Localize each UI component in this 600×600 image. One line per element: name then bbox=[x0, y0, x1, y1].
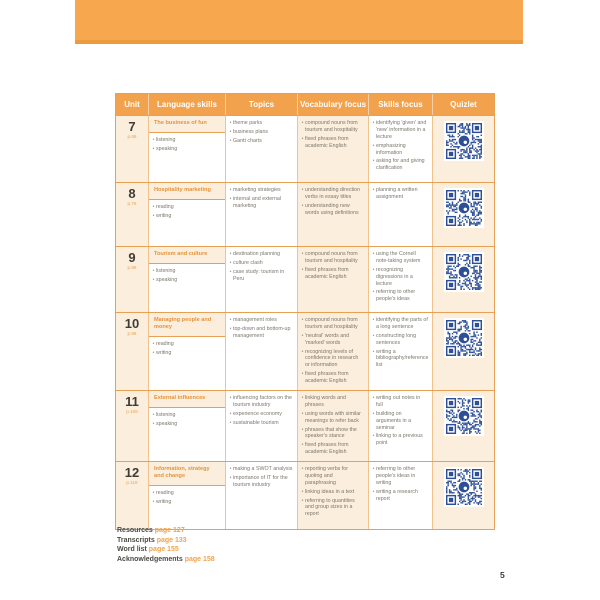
list-item bbox=[228, 466, 295, 473]
topics-list bbox=[228, 317, 295, 340]
footer-link-label: Resources bbox=[117, 527, 153, 534]
list-item-text: listening bbox=[156, 411, 176, 418]
unit-title: External influences bbox=[149, 391, 225, 408]
list-item bbox=[300, 333, 366, 347]
column-header-topics: Topics bbox=[226, 94, 298, 115]
list-item bbox=[228, 317, 295, 324]
footer-link[interactable] bbox=[117, 526, 215, 536]
list-item bbox=[228, 411, 295, 418]
unit-cell bbox=[116, 391, 149, 461]
list-item bbox=[371, 411, 430, 432]
list-item-text: 'neutral' words and 'marked' words bbox=[305, 332, 350, 346]
bullet-icon: • bbox=[372, 466, 375, 472]
list-item bbox=[371, 143, 430, 157]
list-item-text: understanding new words using definitions bbox=[305, 202, 359, 216]
unit-number: 8 bbox=[128, 186, 136, 201]
list-item-text: case study: tourism in Peru bbox=[233, 268, 285, 282]
quizlet-cell bbox=[433, 462, 494, 529]
list-item bbox=[228, 475, 295, 489]
bullet-icon: • bbox=[229, 137, 232, 144]
list-item bbox=[228, 129, 295, 136]
bullet-icon: • bbox=[229, 419, 232, 426]
list-item bbox=[371, 333, 430, 347]
list-item-text: listening bbox=[156, 267, 176, 274]
bullet-icon: • bbox=[372, 289, 375, 296]
bullet-icon: • bbox=[372, 158, 375, 165]
topics-cell bbox=[226, 391, 298, 461]
vocabulary-list bbox=[300, 466, 366, 518]
bullet-icon: • bbox=[229, 259, 232, 266]
list-item-text: fixed phrases from academic English bbox=[305, 371, 349, 384]
bullet-icon: • bbox=[372, 251, 375, 257]
list-item bbox=[300, 120, 366, 134]
list-item-text: management roles bbox=[233, 317, 277, 323]
bullet-icon: • bbox=[301, 202, 304, 209]
list-item-text: compound nouns from tourism and hospitality bbox=[305, 120, 358, 133]
bullet-icon: • bbox=[372, 187, 375, 193]
list-item-text: writing a research report bbox=[376, 488, 418, 502]
unit-cell bbox=[116, 462, 149, 529]
bullet-icon: • bbox=[152, 212, 155, 219]
bullet-icon: • bbox=[152, 411, 155, 418]
list-item bbox=[371, 187, 430, 201]
footer-link-page: page 158 bbox=[184, 555, 215, 563]
list-item-text: using the Cornell note-taking system bbox=[376, 251, 421, 264]
footer-link-label: Transcripts bbox=[117, 536, 155, 544]
list-item-text: experience economy bbox=[233, 410, 282, 417]
language-skills-cell bbox=[149, 247, 226, 312]
unit-title: Hospitality marketing bbox=[149, 183, 225, 200]
list-item-text: planning a written assignment bbox=[376, 187, 418, 200]
list-item bbox=[228, 326, 295, 340]
language-skills-list bbox=[149, 408, 225, 430]
bullet-icon: • bbox=[152, 420, 155, 427]
list-item bbox=[371, 289, 430, 303]
qr-code-icon[interactable] bbox=[444, 396, 484, 436]
list-item-text: compound nouns from tourism and hospitality bbox=[305, 317, 358, 330]
bullet-icon: • bbox=[229, 120, 232, 126]
bullet-icon: • bbox=[229, 128, 232, 135]
language-skills-list bbox=[149, 337, 225, 359]
bullet-icon: • bbox=[301, 466, 304, 472]
list-item bbox=[300, 371, 366, 385]
list-item bbox=[228, 269, 295, 283]
contents-table bbox=[115, 93, 495, 530]
bullet-icon: • bbox=[301, 442, 304, 449]
skills-focus-list bbox=[371, 317, 430, 369]
skills-focus-list bbox=[371, 466, 430, 502]
bullet-icon: • bbox=[152, 203, 155, 210]
vocabulary-list bbox=[300, 187, 366, 217]
list-item-text: phrases that show the speaker's stance bbox=[305, 426, 357, 440]
list-item-text: influencing factors on the tourism industry bbox=[233, 395, 292, 408]
footer-link-page: page 133 bbox=[156, 536, 187, 544]
list-item bbox=[371, 120, 430, 141]
skills-focus-cell bbox=[369, 313, 433, 390]
list-item bbox=[151, 277, 223, 284]
unit-cell bbox=[116, 183, 149, 246]
topics-list bbox=[228, 120, 295, 145]
unit-cell bbox=[116, 247, 149, 312]
list-item-text: emphasizing information bbox=[376, 142, 406, 156]
list-item-text: writing bbox=[156, 349, 172, 356]
table-row bbox=[116, 390, 494, 461]
list-item bbox=[371, 489, 430, 503]
bullet-icon: • bbox=[152, 349, 155, 356]
unit-title: Tourism and culture bbox=[149, 247, 225, 264]
unit-cell bbox=[116, 313, 149, 390]
bullet-icon: • bbox=[301, 317, 304, 323]
list-item bbox=[371, 158, 430, 172]
list-item bbox=[300, 411, 366, 425]
list-item bbox=[300, 136, 366, 150]
table-row bbox=[116, 461, 494, 529]
list-item-text: reporting verbs for quoting and paraphrasing bbox=[305, 466, 348, 486]
bullet-icon: • bbox=[372, 120, 375, 126]
bullet-icon: • bbox=[301, 488, 304, 495]
unit-number: 11 bbox=[125, 394, 139, 409]
bullet-icon: • bbox=[301, 135, 304, 142]
bullet-icon: • bbox=[152, 489, 155, 496]
list-item-text: understanding direction verbs in essay titles bbox=[305, 187, 361, 200]
quizlet-cell bbox=[433, 183, 494, 246]
bullet-icon: • bbox=[152, 267, 155, 274]
topics-list bbox=[228, 251, 295, 283]
skills-focus-cell bbox=[369, 116, 433, 182]
table-row bbox=[116, 312, 494, 390]
unit-page-ref: p.96 bbox=[127, 331, 137, 336]
language-skills-items bbox=[151, 268, 223, 284]
list-item-text: linking to a previous point bbox=[376, 433, 423, 447]
bullet-icon: • bbox=[229, 317, 232, 323]
list-item bbox=[228, 138, 295, 145]
list-item-text: speaking bbox=[156, 420, 178, 427]
language-skills-items bbox=[151, 137, 223, 153]
list-item-text: writing bbox=[156, 498, 172, 505]
language-skills-items bbox=[151, 490, 223, 506]
list-item bbox=[228, 251, 295, 258]
list-item bbox=[300, 251, 366, 265]
bullet-icon: • bbox=[301, 187, 304, 193]
quizlet-cell bbox=[433, 247, 494, 312]
list-item-text: importance of IT for the tourism industry bbox=[233, 474, 288, 488]
list-item bbox=[151, 137, 223, 144]
list-item-text: referring to quantities and group sizes in a report bbox=[305, 497, 355, 518]
list-item bbox=[151, 499, 223, 506]
bullet-icon: • bbox=[301, 266, 304, 273]
unit-page-ref: p.66 bbox=[127, 134, 137, 139]
list-item-text: referring to other people's ideas in writing bbox=[376, 466, 416, 486]
footer-link[interactable] bbox=[117, 545, 215, 555]
bullet-icon: • bbox=[152, 276, 155, 283]
bullet-icon: • bbox=[301, 395, 304, 401]
bullet-icon: • bbox=[372, 433, 375, 440]
unit-cell bbox=[116, 116, 149, 182]
language-skills-items bbox=[151, 412, 223, 428]
list-item-text: identifying the parts of a long sentence bbox=[376, 317, 428, 330]
qr-code-icon[interactable] bbox=[444, 121, 484, 161]
column-header-quizlet: Quizlet bbox=[450, 100, 477, 109]
topics-list bbox=[228, 395, 295, 427]
bullet-icon: • bbox=[301, 371, 304, 378]
list-item bbox=[151, 490, 223, 497]
topics-cell bbox=[226, 247, 298, 312]
list-item bbox=[371, 267, 430, 288]
skills-focus-cell bbox=[369, 247, 433, 312]
bullet-icon: • bbox=[301, 348, 304, 355]
bullet-icon: • bbox=[229, 251, 232, 257]
list-item-text: writing out notes in full bbox=[376, 395, 421, 408]
table-header-row bbox=[116, 94, 494, 115]
list-item-text: asking for and giving clarification bbox=[376, 158, 425, 172]
list-item-text: business plans bbox=[233, 128, 269, 135]
language-skills-list bbox=[149, 133, 225, 155]
list-item-text: reading bbox=[156, 203, 174, 210]
list-item bbox=[228, 196, 295, 210]
list-item-text: using words with similar meanings to refer back bbox=[305, 410, 361, 424]
skills-focus-list bbox=[371, 395, 430, 447]
list-item-text: recognizing levels of confidence in research or information bbox=[305, 348, 359, 369]
bullet-icon: • bbox=[229, 268, 232, 275]
list-item-text: reading bbox=[156, 489, 174, 496]
column-header-vocabulary-focus: Vocabulary focus bbox=[298, 94, 369, 115]
language-skills-list bbox=[149, 486, 225, 508]
footer-link-label: Acknowledgements bbox=[117, 555, 183, 563]
footer-link-page: page 127 bbox=[154, 527, 185, 534]
list-item-text: writing a bibliography/reference list bbox=[376, 348, 429, 369]
list-item bbox=[151, 268, 223, 275]
list-item bbox=[300, 317, 366, 331]
list-item bbox=[300, 187, 366, 201]
unit-number: 10 bbox=[124, 316, 140, 331]
list-item bbox=[151, 350, 223, 357]
vocabulary-list bbox=[300, 120, 366, 150]
language-skills-items bbox=[151, 204, 223, 220]
list-item bbox=[151, 213, 223, 220]
list-item bbox=[371, 466, 430, 487]
bullet-icon: • bbox=[229, 410, 232, 417]
list-item bbox=[300, 427, 366, 441]
table-row bbox=[116, 182, 494, 246]
bullet-icon: • bbox=[229, 187, 232, 193]
unit-title: Managing people and money bbox=[149, 313, 225, 337]
language-skills-list bbox=[149, 264, 225, 286]
list-item-text: linking ideas in a text bbox=[305, 488, 355, 495]
column-header-unit: Unit bbox=[116, 94, 149, 115]
list-item bbox=[151, 146, 223, 153]
skills-focus-cell bbox=[369, 462, 433, 529]
bullet-icon: • bbox=[372, 142, 375, 149]
list-item bbox=[151, 204, 223, 211]
bullet-icon: • bbox=[372, 488, 375, 495]
list-item-text: constructing long sentences bbox=[376, 332, 417, 346]
list-item bbox=[228, 120, 295, 127]
list-item-text: fixed phrases from academic English bbox=[305, 442, 349, 456]
list-item-text: writing bbox=[156, 212, 172, 219]
unit-number: 7 bbox=[128, 119, 136, 134]
table-row bbox=[116, 246, 494, 312]
vocabulary-list bbox=[300, 317, 366, 385]
unit-page-ref: p.76 bbox=[127, 201, 137, 206]
list-item bbox=[151, 412, 223, 419]
list-item bbox=[151, 421, 223, 428]
list-item-text: fixed phrases from academic English bbox=[305, 266, 349, 280]
table-row bbox=[116, 115, 494, 182]
unit-number: 9 bbox=[128, 250, 136, 265]
skills-focus-list bbox=[371, 187, 430, 201]
bullet-icon: • bbox=[229, 474, 232, 481]
vocabulary-list bbox=[300, 251, 366, 281]
column-header-language-skills: Language skills bbox=[149, 94, 226, 115]
bullet-icon: • bbox=[301, 120, 304, 126]
list-item-text: identifying 'given' and 'new' information in a lecture bbox=[376, 120, 427, 140]
skills-focus-list bbox=[371, 251, 430, 303]
page-number: 5 bbox=[500, 570, 505, 580]
quizlet-cell bbox=[433, 391, 494, 461]
topics-cell bbox=[226, 462, 298, 529]
vocabulary-focus-cell bbox=[298, 313, 369, 390]
bullet-icon: • bbox=[372, 395, 375, 401]
vocabulary-focus-cell bbox=[298, 462, 369, 529]
bullet-icon: • bbox=[229, 325, 232, 332]
skills-focus-list bbox=[371, 120, 430, 172]
quizlet-cell bbox=[433, 313, 494, 390]
bullet-icon: • bbox=[372, 348, 375, 355]
list-item-text: reading bbox=[156, 340, 174, 347]
language-skills-cell bbox=[149, 462, 226, 529]
bullet-icon: • bbox=[372, 317, 375, 323]
list-item-text: sustainable tourism bbox=[233, 419, 279, 426]
language-skills-cell bbox=[149, 391, 226, 461]
bullet-icon: • bbox=[229, 466, 232, 472]
footer-references bbox=[117, 526, 215, 564]
list-item bbox=[228, 260, 295, 267]
list-item bbox=[300, 395, 366, 409]
list-item bbox=[228, 187, 295, 194]
topics-cell bbox=[226, 183, 298, 246]
language-skills-cell bbox=[149, 313, 226, 390]
bullet-icon: • bbox=[152, 340, 155, 347]
list-item-text: marketing strategies bbox=[233, 187, 281, 193]
list-item bbox=[151, 341, 223, 348]
unit-title: The business of fun bbox=[149, 116, 225, 133]
vocabulary-focus-cell bbox=[298, 183, 369, 246]
list-item bbox=[371, 251, 430, 265]
bullet-icon: • bbox=[229, 395, 232, 401]
quizlet-cell bbox=[433, 116, 494, 182]
footer-link[interactable] bbox=[117, 536, 215, 546]
list-item bbox=[300, 267, 366, 281]
bullet-icon: • bbox=[301, 332, 304, 339]
topics-cell bbox=[226, 116, 298, 182]
list-item bbox=[300, 498, 366, 519]
list-item bbox=[300, 489, 366, 496]
column-header-skills-focus: Skills focus bbox=[369, 94, 433, 115]
language-skills-cell bbox=[149, 116, 226, 182]
language-skills-list bbox=[149, 200, 225, 222]
list-item-text: building on arguments in a seminar bbox=[376, 410, 412, 431]
list-item-text: compound nouns from tourism and hospitality bbox=[305, 251, 358, 264]
list-item-text: fixed phrases from academic English bbox=[305, 135, 349, 149]
bullet-icon: • bbox=[301, 426, 304, 433]
vocabulary-focus-cell bbox=[298, 391, 369, 461]
list-item bbox=[371, 317, 430, 331]
unit-title: Information, strategy and change bbox=[149, 462, 225, 486]
list-item bbox=[228, 395, 295, 409]
list-item bbox=[371, 433, 430, 447]
list-item bbox=[371, 349, 430, 370]
bullet-icon: • bbox=[229, 195, 232, 202]
bullet-icon: • bbox=[301, 497, 304, 504]
unit-page-ref: p.106 bbox=[126, 409, 138, 414]
list-item-text: recognizing digressions in a lecture bbox=[376, 266, 413, 287]
vocabulary-list bbox=[300, 395, 366, 456]
topics-cell bbox=[226, 313, 298, 390]
bullet-icon: • bbox=[152, 498, 155, 505]
qr-code-icon[interactable] bbox=[444, 252, 484, 292]
bullet-icon: • bbox=[372, 266, 375, 273]
list-item bbox=[300, 442, 366, 456]
list-item bbox=[228, 420, 295, 427]
list-item-text: speaking bbox=[156, 276, 178, 283]
list-item-text: culture clash bbox=[233, 259, 263, 266]
skills-focus-cell bbox=[369, 391, 433, 461]
footer-link[interactable] bbox=[117, 555, 215, 565]
list-item-text: making a SWOT analysis bbox=[233, 466, 293, 472]
vocabulary-focus-cell bbox=[298, 116, 369, 182]
list-item bbox=[300, 466, 366, 487]
bullet-icon: • bbox=[301, 410, 304, 417]
skills-focus-cell bbox=[369, 183, 433, 246]
bullet-icon: • bbox=[372, 410, 375, 417]
footer-link-page: page 155 bbox=[148, 546, 179, 554]
bullet-icon: • bbox=[372, 332, 375, 339]
list-item-text: speaking bbox=[156, 145, 178, 152]
list-item-text: Gantt charts bbox=[233, 137, 262, 144]
list-item-text: internal and external marketing bbox=[233, 195, 281, 209]
language-skills-cell bbox=[149, 183, 226, 246]
list-item-text: theme parks bbox=[233, 120, 263, 126]
bullet-icon: • bbox=[152, 145, 155, 152]
unit-page-ref: p.86 bbox=[127, 265, 137, 270]
qr-code-icon[interactable] bbox=[444, 188, 484, 228]
vocabulary-focus-cell bbox=[298, 247, 369, 312]
list-item-text: top-down and bottom-up management bbox=[233, 325, 291, 339]
topics-list bbox=[228, 466, 295, 489]
qr-code-icon[interactable] bbox=[444, 467, 484, 507]
list-item bbox=[300, 349, 366, 370]
unit-page-ref: p.116 bbox=[126, 480, 138, 485]
topics-list bbox=[228, 187, 295, 210]
bullet-icon: • bbox=[301, 251, 304, 257]
unit-number: 12 bbox=[124, 465, 140, 480]
header-band bbox=[75, 0, 523, 44]
list-item-text: destination planning bbox=[233, 251, 281, 257]
table-body bbox=[116, 115, 494, 529]
list-item-text: listening bbox=[156, 136, 176, 143]
list-item bbox=[300, 203, 366, 217]
qr-code-icon[interactable] bbox=[444, 318, 484, 358]
language-skills-items bbox=[151, 341, 223, 357]
footer-link-label: Word list bbox=[117, 546, 147, 554]
list-item-text: linking words and phrases bbox=[305, 395, 346, 408]
bullet-icon: • bbox=[152, 136, 155, 143]
list-item bbox=[371, 395, 430, 409]
list-item-text: referring to other people's ideas bbox=[376, 289, 416, 303]
